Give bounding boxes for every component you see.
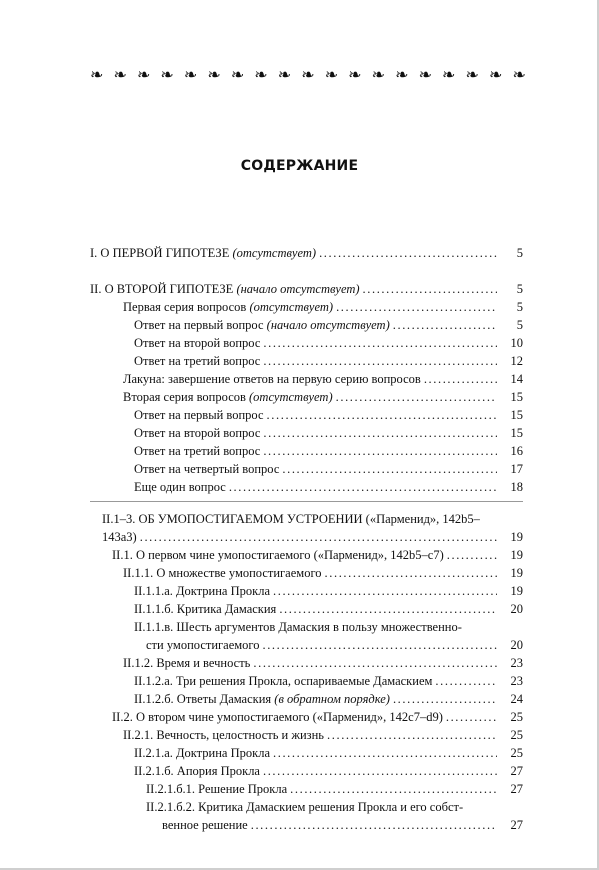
toc-entry-text: Ответ на второй вопрос [134,336,261,350]
toc-page-number: 24 [510,692,523,706]
toc-entry-text: II.1.2. Время и вечность [123,656,251,670]
toc-entry-title [146,636,259,654]
toc-entry-title [112,708,443,726]
toc-entry[interactable] [90,690,523,708]
toc-entry[interactable] [90,406,523,424]
toc-entry[interactable] [90,528,523,546]
toc-entry-title [123,388,333,406]
toc-entry-title [134,672,432,690]
toc-page-number: 25 [510,710,523,724]
toc-entry-note: (отсутствует) [249,300,334,314]
toc-entry-note: (начало отсутствует) [236,282,360,296]
toc-leader-dots [279,600,497,618]
toc-entry[interactable] [90,582,523,600]
toc-entry[interactable] [90,334,523,352]
toc-entry-text: II.1.1. О множестве умопостигаемого [123,566,322,580]
ornament-leaf-icon: ❧ [160,65,174,84]
page-title: СОДЕРЖАНИЕ [240,158,359,174]
toc-leader-dots [424,370,497,388]
section-divider [90,501,523,502]
toc-page-number: 19 [510,530,523,544]
toc-entry[interactable] [90,564,523,582]
toc-entry-title [134,334,260,352]
toc-entry[interactable] [90,424,523,442]
toc-leader-dots [393,316,497,334]
toc-leader-dots [273,582,497,600]
toc-entry-text: II.2.1.б. Апория Прокла [134,764,260,778]
toc-leader-dots [253,654,497,672]
toc-entry-title [134,762,260,780]
toc-entry[interactable] [90,744,523,762]
ornament-leaf-icon: ❧ [348,65,362,84]
ornament-leaf-icon: ❧ [442,65,456,84]
toc-leader-dots [336,388,497,406]
toc-entry[interactable] [90,370,523,388]
toc-leader-dots [435,672,497,690]
toc-leader-dots [263,334,497,352]
ornament-leaf-icon: ❧ [207,65,221,84]
toc-entry-text: II.2.1.б.2. Критика Дамаскием решения Прокла и его собст- [146,800,464,814]
toc-entry[interactable] [90,316,523,334]
toc-entry-text: венное решение [162,818,248,832]
toc-entry-title [123,564,322,582]
toc-entry-title [134,352,260,370]
ornament-leaf-icon: ❧ [324,65,339,84]
toc-entry-note: (в обратном порядке) [274,692,390,706]
toc-entry[interactable] [90,478,523,496]
toc-entry[interactable] [90,280,523,298]
toc-leader-dots [447,546,497,564]
toc-entry[interactable] [90,600,523,618]
toc-entry-title [123,298,333,316]
toc-entry[interactable] [90,460,523,478]
toc-entry-title [134,424,260,442]
ornament-leaf-icon: ❧ [301,65,315,84]
toc-entry-title [134,442,260,460]
toc-entry[interactable] [90,388,523,406]
toc-leader-dots [325,564,497,582]
toc-entry-text: Первая серия вопросов [123,300,250,314]
toc-leader-dots [262,636,497,654]
toc-entry-title [102,510,480,528]
toc-page-number: 16 [510,444,523,458]
toc-entry-title [146,780,287,798]
toc-page-number: 5 [516,318,523,332]
toc-page-number: 5 [516,300,523,314]
toc-entry-title [134,690,390,708]
ornament-leaf-icon: ❧ [136,65,151,84]
ornament-border [90,66,526,84]
toc-page-number: 15 [510,390,523,404]
toc-leader-dots [267,406,497,424]
toc-page-number: 10 [510,336,523,350]
toc-entry-text: Лакуна: завершение ответов на первую серию вопросов [123,372,421,386]
toc-entry[interactable] [90,762,523,780]
toc-entry-text: II.1.1.б. Критика Дамаския [134,602,277,616]
toc-entry-title [90,244,316,262]
ornament-leaf-icon: ❧ [254,65,268,84]
toc-entry-title [123,726,324,744]
toc-page-number: 15 [510,408,523,422]
ornament-leaf-icon: ❧ [113,65,127,84]
toc-entry[interactable] [90,726,523,744]
toc-entry-title [90,280,360,298]
toc-entry-text: Ответ на второй вопрос [134,426,261,440]
toc-entry-text: Ответ на четвертый вопрос [134,462,280,476]
toc-entry-text: II.2. О втором чине умопостигаемого («Парменид», 142c7–d9) [112,710,443,724]
toc-entry[interactable] [90,636,523,654]
toc-page-number: 23 [510,656,523,670]
toc-page-number: 19 [510,584,523,598]
toc-entry-title [134,478,226,496]
toc-entry[interactable] [90,510,523,528]
toc-entry[interactable] [90,244,523,262]
toc-entry[interactable] [90,298,523,316]
toc-entry-text: II.1.1.в. Шесть аргументов Дамаския в пользу множественно- [134,620,462,634]
toc-entry[interactable] [90,798,523,816]
toc-entry-title [146,798,463,816]
toc-entry-text: I. О ПЕРВОЙ ГИПОТЕЗЕ [90,246,233,260]
toc-entry[interactable] [90,780,523,798]
toc-entry-text: Ответ на третий вопрос [134,444,261,458]
toc-entry-text: II.1. О первом чине умопостигаемого («Парменид», 142b5–c7) [112,548,444,562]
toc-page-number: 27 [510,764,523,778]
toc-page-number: 25 [510,746,523,760]
toc-entry-note: (начало отсутствует) [266,318,390,332]
toc-entry[interactable] [90,654,523,672]
toc-entry[interactable] [90,442,523,460]
ornament-leaf-icon: ❧ [512,65,526,84]
toc-leader-dots [446,708,497,726]
toc-entry-title [112,546,444,564]
toc-entry-title [134,744,270,762]
toc-leader-dots [273,744,497,762]
ornament-leaf-icon: ❧ [90,65,104,84]
toc-entry-text: II.2.1. Вечность, целостность и жизнь [123,728,325,742]
ornament-leaf-icon: ❧ [488,65,503,84]
ornament-leaf-icon: ❧ [418,65,432,84]
toc-leader-dots [251,816,497,834]
toc-entry-text: Ответ на первый вопрос [134,318,267,332]
toc-entry[interactable] [90,816,523,834]
toc-entry-text: II.1–3. ОБ УМОПОСТИГАЕМОМ УСТРОЕНИИ («Парменид», 142b5– [102,512,480,526]
toc-entry-text: II.1.1.а. Доктрина Прокла [134,584,270,598]
toc-page-number: 20 [510,602,523,616]
toc-entry-text: II. О ВТОРОЙ ГИПОТЕЗЕ [90,282,237,296]
toc-leader-dots [263,424,497,442]
toc-leader-dots [393,690,497,708]
toc-page-number: 5 [516,246,523,260]
toc-leader-dots [229,478,497,496]
toc-entry-text: Еще один вопрос [134,480,226,494]
toc-entry[interactable] [90,708,523,726]
toc-page-number: 23 [510,674,523,688]
ornament-leaf-icon: ❧ [183,65,198,84]
toc-page-number: 19 [510,566,523,580]
toc-entry-title [134,582,270,600]
toc-page-number: 5 [516,282,523,296]
toc-leader-dots [263,442,497,460]
ornament-leaf-icon: ❧ [277,65,292,84]
toc-entry-text: II.2.1.а. Доктрина Прокла [134,746,270,760]
toc-entry-text: Ответ на третий вопрос [134,354,261,368]
toc-entry[interactable] [90,618,523,636]
ornament-leaf-icon: ❧ [371,65,386,84]
toc-entry-title [123,654,250,672]
toc-leader-dots [263,762,497,780]
ornament-leaf-icon: ❧ [465,65,479,84]
toc-entry-note: (отсутствует) [249,390,333,404]
ornament-leaf-icon: ❧ [395,65,409,84]
toc-page-number: 19 [510,548,523,562]
toc-page-number: 17 [510,462,523,476]
toc-leader-dots [363,280,497,298]
toc-page-number: 18 [510,480,523,494]
toc-entry[interactable] [90,352,523,370]
toc-entry-text: 143a3) [102,530,137,544]
toc-leader-dots [319,244,497,262]
toc-leader-dots [263,352,497,370]
toc-page-number: 25 [510,728,523,742]
toc-page-number: 20 [510,638,523,652]
toc-page-number: 27 [510,782,523,796]
toc-entry-text: Ответ на первый вопрос [134,408,264,422]
table-of-contents [90,244,523,834]
ornament-leaf-icon: ❧ [230,65,245,84]
toc-entry-note: (отсутствует) [232,246,317,260]
toc-entry[interactable] [90,672,523,690]
toc-entry-title [134,316,390,334]
toc-leader-dots [336,298,497,316]
toc-leader-dots [282,460,497,478]
toc-entry[interactable] [90,546,523,564]
toc-page-number: 27 [510,818,523,832]
toc-page-number: 12 [510,354,523,368]
toc-leader-dots [290,780,497,798]
toc-page-number: 14 [510,372,523,386]
toc-page-number: 15 [510,426,523,440]
toc-entry-title [162,816,248,834]
toc-entry-text: II.2.1.б.1. Решение Прокла [146,782,288,796]
toc-entry-text: II.1.2.а. Три решения Прокла, оспариваемые Дамаскием [134,674,433,688]
toc-entry-title [102,528,137,546]
toc-entry-title [134,600,276,618]
toc-entry-text: II.1.2.б. Ответы Дамаския [134,692,275,706]
toc-entry-title [123,370,421,388]
toc-entry-title [134,460,279,478]
toc-entry-text: сти умопостигаемого [146,638,260,652]
toc-entry-text: Вторая серия вопросов [123,390,250,404]
toc-entry-title [134,618,462,636]
toc-leader-dots [140,528,497,546]
toc-leader-dots [327,726,497,744]
toc-entry-title [134,406,264,424]
